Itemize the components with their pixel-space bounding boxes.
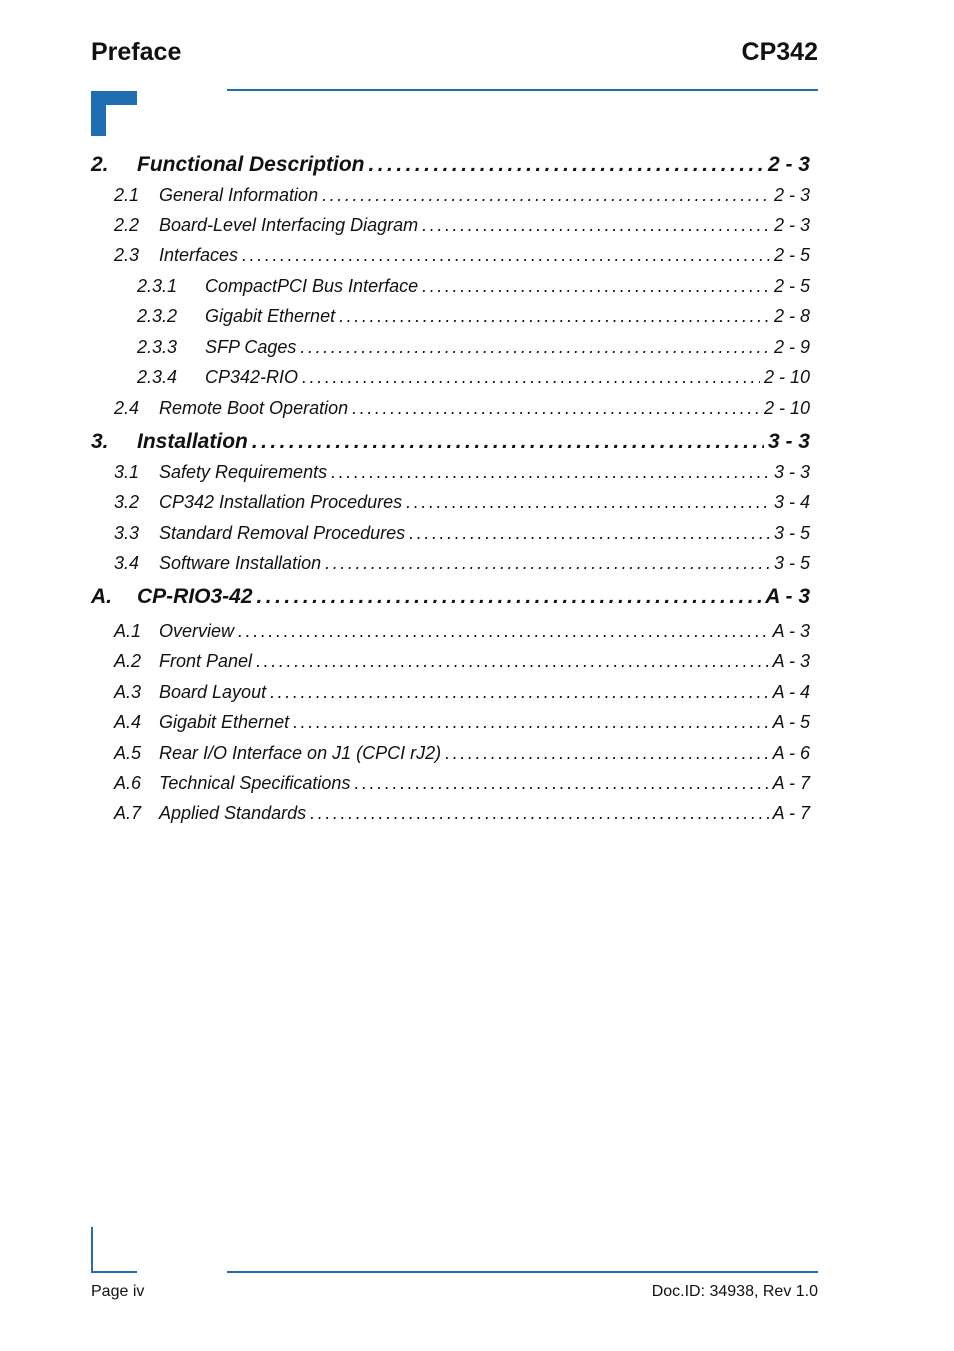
toc-entry-page: 2 - 10	[763, 367, 810, 387]
toc-entry-title: CompactPCI Bus Interface	[205, 276, 419, 296]
toc-entry-page: A - 4	[772, 682, 810, 702]
toc-entry-page: 3 - 3	[773, 462, 810, 482]
toc-entry-number: 2.4	[114, 398, 140, 418]
toc-entry-page: 3 - 4	[773, 492, 810, 512]
footer-page-number: Page iv	[91, 1283, 145, 1300]
toc-entry[interactable]	[91, 185, 810, 206]
toc-entry-page: A - 7	[772, 773, 810, 793]
header-product-name: CP342	[741, 38, 818, 66]
toc-entry-number: 2.3.4	[137, 367, 178, 387]
toc-entry[interactable]	[91, 153, 810, 177]
footer-divider	[227, 1271, 818, 1273]
toc-entry-title: Board-Level Interfacing Diagram	[159, 215, 419, 235]
toc-entry[interactable]	[91, 215, 810, 236]
toc-entry-title: Installation	[137, 430, 248, 453]
toc-entry[interactable]	[91, 337, 810, 358]
toc-entry-title: General Information	[159, 185, 319, 205]
toc-entry-number: A.3	[114, 682, 142, 702]
toc-entry[interactable]	[91, 803, 810, 824]
toc-entry-title: CP-RIO3-42	[137, 585, 253, 608]
toc-entry-title: Technical Specifications	[159, 773, 351, 793]
toc-entry-title: Gigabit Ethernet	[159, 712, 290, 732]
toc-dot-leader	[406, 492, 770, 513]
toc-entry-number: 2.	[91, 153, 109, 176]
toc-entry-number: A.6	[114, 773, 142, 793]
toc-entry-title: Standard Removal Procedures	[159, 523, 406, 543]
toc-entry-number: 3.1	[114, 462, 140, 482]
toc-entry[interactable]	[91, 773, 810, 794]
header-divider	[227, 89, 818, 91]
corner-bracket-logo	[91, 91, 137, 136]
toc-entry-page: 3 - 5	[773, 553, 810, 573]
toc-entry-title: Rear I/O Interface on J1 (CPCI rJ2)	[159, 743, 442, 763]
toc-entry-number: A.4	[114, 712, 142, 732]
toc-entry-page: 2 - 3	[773, 185, 810, 205]
toc-dot-leader	[293, 712, 769, 733]
toc-dot-leader	[302, 367, 760, 388]
toc-dot-leader	[300, 337, 770, 358]
toc-dot-leader	[331, 462, 770, 483]
toc-entry[interactable]	[91, 306, 810, 327]
toc-entry-page: A - 5	[772, 712, 810, 732]
toc-entry[interactable]	[91, 523, 810, 544]
toc-entry-title: Gigabit Ethernet	[205, 306, 336, 326]
toc-entry-page: 2 - 3	[767, 153, 810, 176]
toc-dot-leader	[422, 276, 770, 297]
footer-document-id: Doc.ID: 34938, Rev 1.0	[651, 1283, 818, 1300]
toc-entry-page: 3 - 5	[773, 523, 810, 543]
toc-entry[interactable]	[91, 367, 810, 388]
toc-dot-leader	[257, 585, 762, 609]
toc-dot-leader	[422, 215, 770, 236]
toc-dot-leader	[252, 430, 764, 454]
toc-entry-title: SFP Cages	[205, 337, 297, 357]
toc-entry[interactable]	[91, 462, 810, 483]
toc-entry-number: 3.4	[114, 553, 140, 573]
toc-entry-title: CP342 Installation Procedures	[159, 492, 403, 512]
toc-entry-title: Overview	[159, 621, 235, 641]
toc-entry[interactable]	[91, 553, 810, 574]
toc-entry-title: Functional Description	[137, 153, 365, 176]
toc-entry-number: A.7	[114, 803, 142, 823]
toc-entry[interactable]	[91, 398, 810, 419]
toc-entry-title: Remote Boot Operation	[159, 398, 349, 418]
toc-entry-title: Software Installation	[159, 553, 322, 573]
toc-entry-title: Applied Standards	[159, 803, 307, 823]
toc-entry-number: 2.3.1	[137, 276, 178, 296]
toc-entry-number: 3.3	[114, 523, 140, 543]
toc-dot-leader	[352, 398, 760, 419]
toc-dot-leader	[322, 185, 770, 206]
toc-entry-page: A - 3	[765, 585, 810, 608]
toc-entry[interactable]	[91, 712, 810, 733]
toc-entry-page: 2 - 5	[773, 276, 810, 296]
toc-entry-number: A.	[91, 585, 112, 608]
toc-entry[interactable]	[91, 492, 810, 513]
toc-entry[interactable]	[91, 651, 810, 672]
toc-entry[interactable]	[91, 245, 810, 266]
toc-entry-title: Front Panel	[159, 651, 253, 671]
toc-entry-page: A - 6	[772, 743, 810, 763]
toc-dot-leader	[354, 773, 768, 794]
toc-entry[interactable]	[91, 743, 810, 764]
toc-dot-leader	[238, 621, 769, 642]
toc-entry[interactable]	[91, 621, 810, 642]
toc-dot-leader	[445, 743, 769, 764]
toc-entry-page: A - 7	[772, 803, 810, 823]
toc-dot-leader	[369, 153, 764, 177]
toc-entry-title: CP342-RIO	[205, 367, 299, 387]
toc-entry-title: Board Layout	[159, 682, 267, 702]
toc-dot-leader	[270, 682, 769, 703]
toc-dot-leader	[256, 651, 769, 672]
toc-dot-leader	[325, 553, 770, 574]
toc-entry-title: Safety Requirements	[159, 462, 328, 482]
toc-entry[interactable]	[91, 585, 810, 609]
footer-corner-mark	[91, 1227, 137, 1273]
toc-entry-page: 2 - 3	[773, 215, 810, 235]
toc-entry-page: A - 3	[772, 621, 810, 641]
toc-entry-page: 2 - 5	[773, 245, 810, 265]
toc-dot-leader	[409, 523, 770, 544]
toc-dot-leader	[242, 245, 770, 266]
toc-entry-number: 2.3.3	[137, 337, 178, 357]
toc-dot-leader	[339, 306, 770, 327]
toc-entry-page: 2 - 9	[773, 337, 810, 357]
header-section-title: Preface	[91, 38, 182, 66]
toc-entry-number: 2.3	[114, 245, 140, 265]
toc-entry[interactable]	[91, 430, 810, 454]
toc-entry-number: 3.	[91, 430, 109, 453]
toc-entry-title: Interfaces	[159, 245, 239, 265]
toc-entry-page: A - 3	[772, 651, 810, 671]
toc-entry[interactable]	[91, 276, 810, 297]
toc-entry-number: 2.2	[114, 215, 140, 235]
toc-entry-page: 2 - 10	[763, 398, 810, 418]
toc-entry-number: A.2	[114, 651, 142, 671]
toc-entry-number: 2.3.2	[137, 306, 178, 326]
toc-entry[interactable]	[91, 682, 810, 703]
toc-entry-number: A.1	[114, 621, 142, 641]
toc-entry-number: 3.2	[114, 492, 140, 512]
toc-dot-leader	[310, 803, 769, 824]
toc-entry-page: 3 - 3	[767, 430, 810, 453]
toc-entry-page: 2 - 8	[773, 306, 810, 326]
toc-entry-number: 2.1	[114, 185, 140, 205]
toc-entry-number: A.5	[114, 743, 142, 763]
